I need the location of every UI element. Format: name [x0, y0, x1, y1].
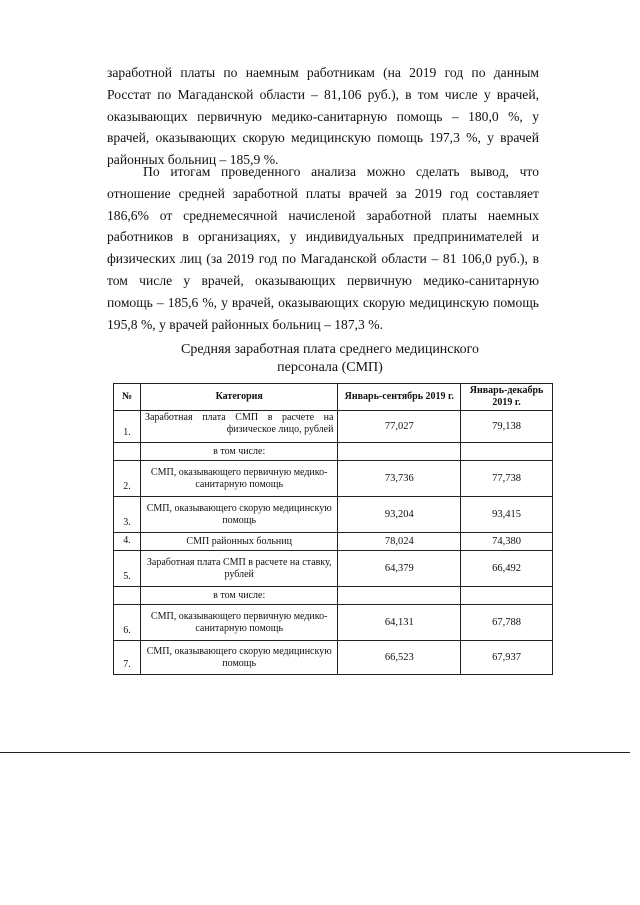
table-row: [114, 641, 553, 675]
table-row: [114, 533, 553, 551]
row-category: СМП районных больниц: [140, 533, 337, 551]
row-number: 6.: [114, 605, 141, 641]
table-row: [114, 497, 553, 533]
table-row: [114, 587, 553, 605]
table-title-line1: Средняя заработная плата среднего медицинского: [181, 342, 479, 357]
row-jan-sep: 64,379: [338, 551, 461, 587]
row-jan-dec: 67,937: [461, 641, 553, 675]
row-jan-dec: [461, 587, 553, 605]
row-jan-dec: 74,380: [461, 533, 553, 551]
row-number: [114, 587, 141, 605]
row-category: СМП, оказывающего первичную медико-санитарную помощь: [140, 461, 337, 497]
row-number: 3.: [114, 497, 141, 533]
table-row: [114, 443, 553, 461]
row-number: [114, 443, 141, 461]
header-jan-dec: Январь-декабрь 2019 г.: [461, 384, 553, 411]
table-row: [114, 551, 553, 587]
row-jan-dec: 79,138: [461, 411, 553, 443]
row-jan-sep: 73,736: [338, 461, 461, 497]
salary-table: [113, 383, 553, 675]
row-category: в том числе:: [140, 443, 337, 461]
row-jan-dec: 67,788: [461, 605, 553, 641]
row-category: Заработная плата СМП в расчете на ставку, рублей: [140, 551, 337, 587]
paragraph-2: По итогам проведенного анализа можно сделать вывод, что отношение средней заработной платы врачей за 2019 год составляет 186,6% от среднемесячной начисленой заработной платы наемных работников в организациях, у индивидуальных предпринимателей и физических лиц (за 2019 год по Магаданской области – 81 106,0 руб.), в том числе у врачей, оказывающих первичную медико-санитарную помощь – 185,6 %, у врачей, оказывающих скорую медицинскую помощь 195,8 %, у врачей районных больниц – 187,3 %.: [107, 164, 539, 332]
row-jan-sep: 64,131: [338, 605, 461, 641]
header-category: Категория: [140, 384, 337, 411]
header-jan-sep: Январь-сентябрь 2019 г.: [338, 384, 461, 411]
row-number: 1.: [114, 411, 141, 443]
table-row: [114, 411, 553, 443]
row-category: в том числе:: [140, 587, 337, 605]
row-jan-sep: [338, 443, 461, 461]
table-header-row: [114, 384, 553, 411]
row-jan-dec: 93,415: [461, 497, 553, 533]
row-jan-sep: 66,523: [338, 641, 461, 675]
footer-divider: [0, 752, 630, 753]
row-jan-dec: 77,738: [461, 461, 553, 497]
row-number: 5.: [114, 551, 141, 587]
paragraph-1: заработной платы по наемным работникам (на 2019 год по данным Росстат по Магаданской области – 81,106 руб.), в том числе у врачей, оказывающих первичную медико-санитарную помощь – 180,0 %, у врачей, оказывающих скорую медицинскую помощь 197,3 %, у врачей районных больниц – 185,9 %.: [107, 65, 539, 168]
row-category: Заработная плата СМП в расчете на физическое лицо, рублей: [140, 411, 337, 443]
row-jan-dec: 66,492: [461, 551, 553, 587]
row-category: СМП, оказывающего скорую медицинскую помощь: [140, 641, 337, 675]
row-number: 7.: [114, 641, 141, 675]
table-row: [114, 605, 553, 641]
row-number: 2.: [114, 461, 141, 497]
table-row: [114, 461, 553, 497]
row-jan-sep: 93,204: [338, 497, 461, 533]
row-number: 4.: [114, 533, 141, 551]
table-title-line2: персонала (СМП): [277, 360, 383, 375]
row-category: СМП, оказывающего первичную медико-санитарную помощь: [140, 605, 337, 641]
row-jan-sep: 78,024: [338, 533, 461, 551]
row-jan-sep: 77,027: [338, 411, 461, 443]
table-title: [110, 341, 550, 377]
row-jan-sep: [338, 587, 461, 605]
row-category: СМП, оказывающего скорую медицинскую помощь: [140, 497, 337, 533]
header-number: №: [114, 384, 141, 411]
row-jan-dec: [461, 443, 553, 461]
